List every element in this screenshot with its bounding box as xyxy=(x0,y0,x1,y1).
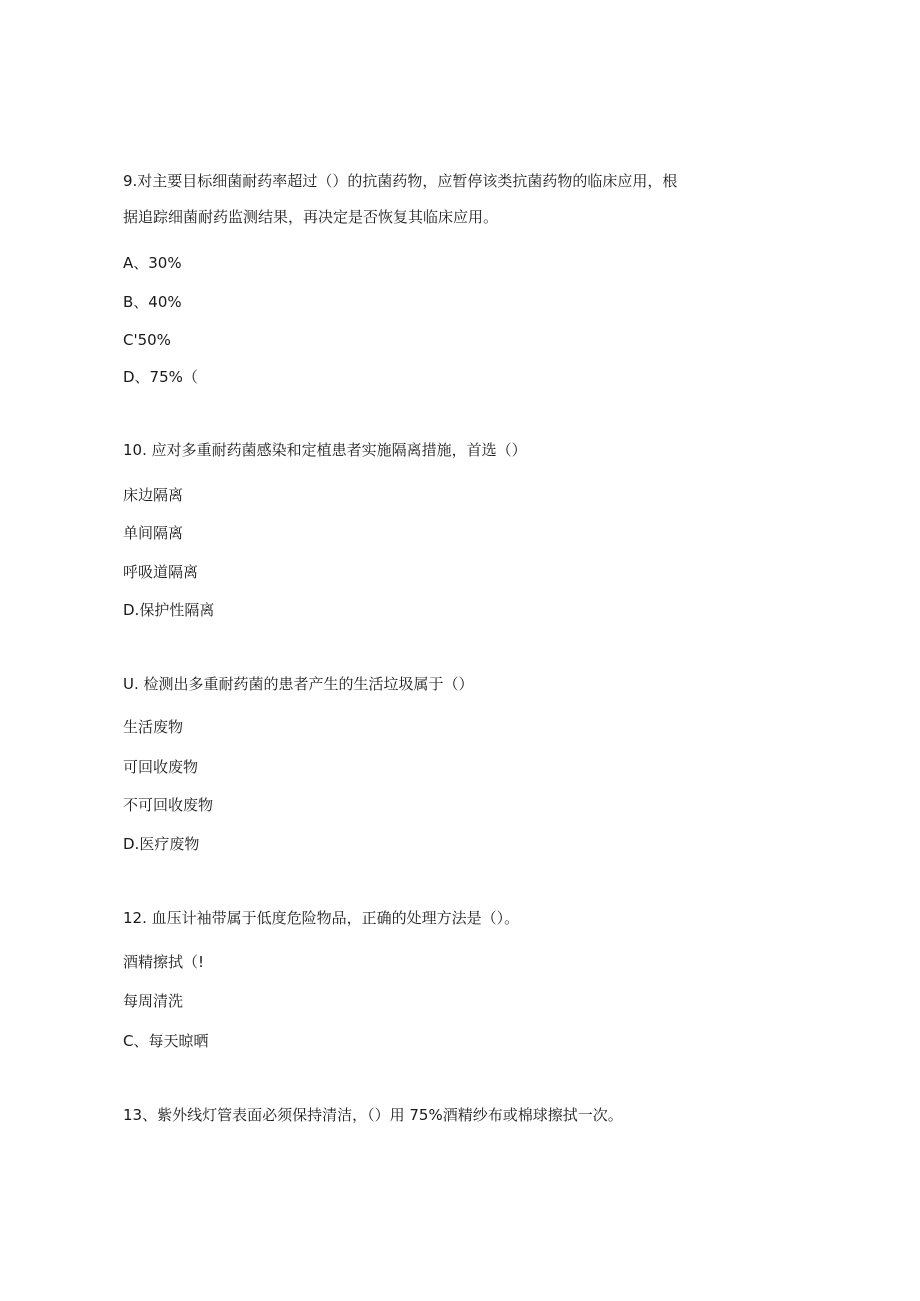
question-9-stem-line-1: 9.对主要目标细菌耐药率超过（）的抗菌药物，应暂停该类抗菌药物的临床应用，根 xyxy=(123,172,678,190)
question-12-option-c: C、每天晾晒 xyxy=(123,1032,209,1050)
question-10-option-d: D.保护性隔离 xyxy=(123,601,215,619)
question-9-option-d: D、75%（ xyxy=(123,368,198,386)
question-11-option-d: D.医疗废物 xyxy=(123,835,200,853)
question-9-option-a: A、30% xyxy=(123,254,182,272)
question-10-option-b: 单间隔离 xyxy=(123,524,184,542)
question-9-option-b: B、40% xyxy=(123,293,182,311)
question-12-stem: 12. 血压计袖带属于低度危险物品，正确的处理方法是（）。 xyxy=(123,909,520,927)
question-9-option-c: C'50% xyxy=(123,331,171,349)
question-9-stem-line-2: 据追踪细菌耐药监测结果，再决定是否恢复其临床应用。 xyxy=(123,208,499,226)
question-11-option-a: 生活废物 xyxy=(123,718,184,736)
question-12-option-b: 每周清洗 xyxy=(123,992,184,1010)
question-11-option-c: 不可回收废物 xyxy=(123,796,214,814)
question-13-stem: 13、紫外线灯管表面必须保持清洁，（）用 75%酒精纱布或棉球擦拭一次。 xyxy=(123,1106,623,1124)
question-10-option-a: 床边隔离 xyxy=(123,486,184,504)
question-10-stem: 10. 应对多重耐药菌感染和定植患者实施隔离措施，首选（） xyxy=(123,441,527,459)
question-11-option-b: 可回收废物 xyxy=(123,758,199,776)
question-10-option-c: 呼吸道隔离 xyxy=(123,563,199,581)
question-11-stem: U. 检测出多重耐药菌的患者产生的生活垃圾属于（） xyxy=(123,675,474,693)
question-12-option-a: 酒精擦拭（! xyxy=(123,953,205,971)
